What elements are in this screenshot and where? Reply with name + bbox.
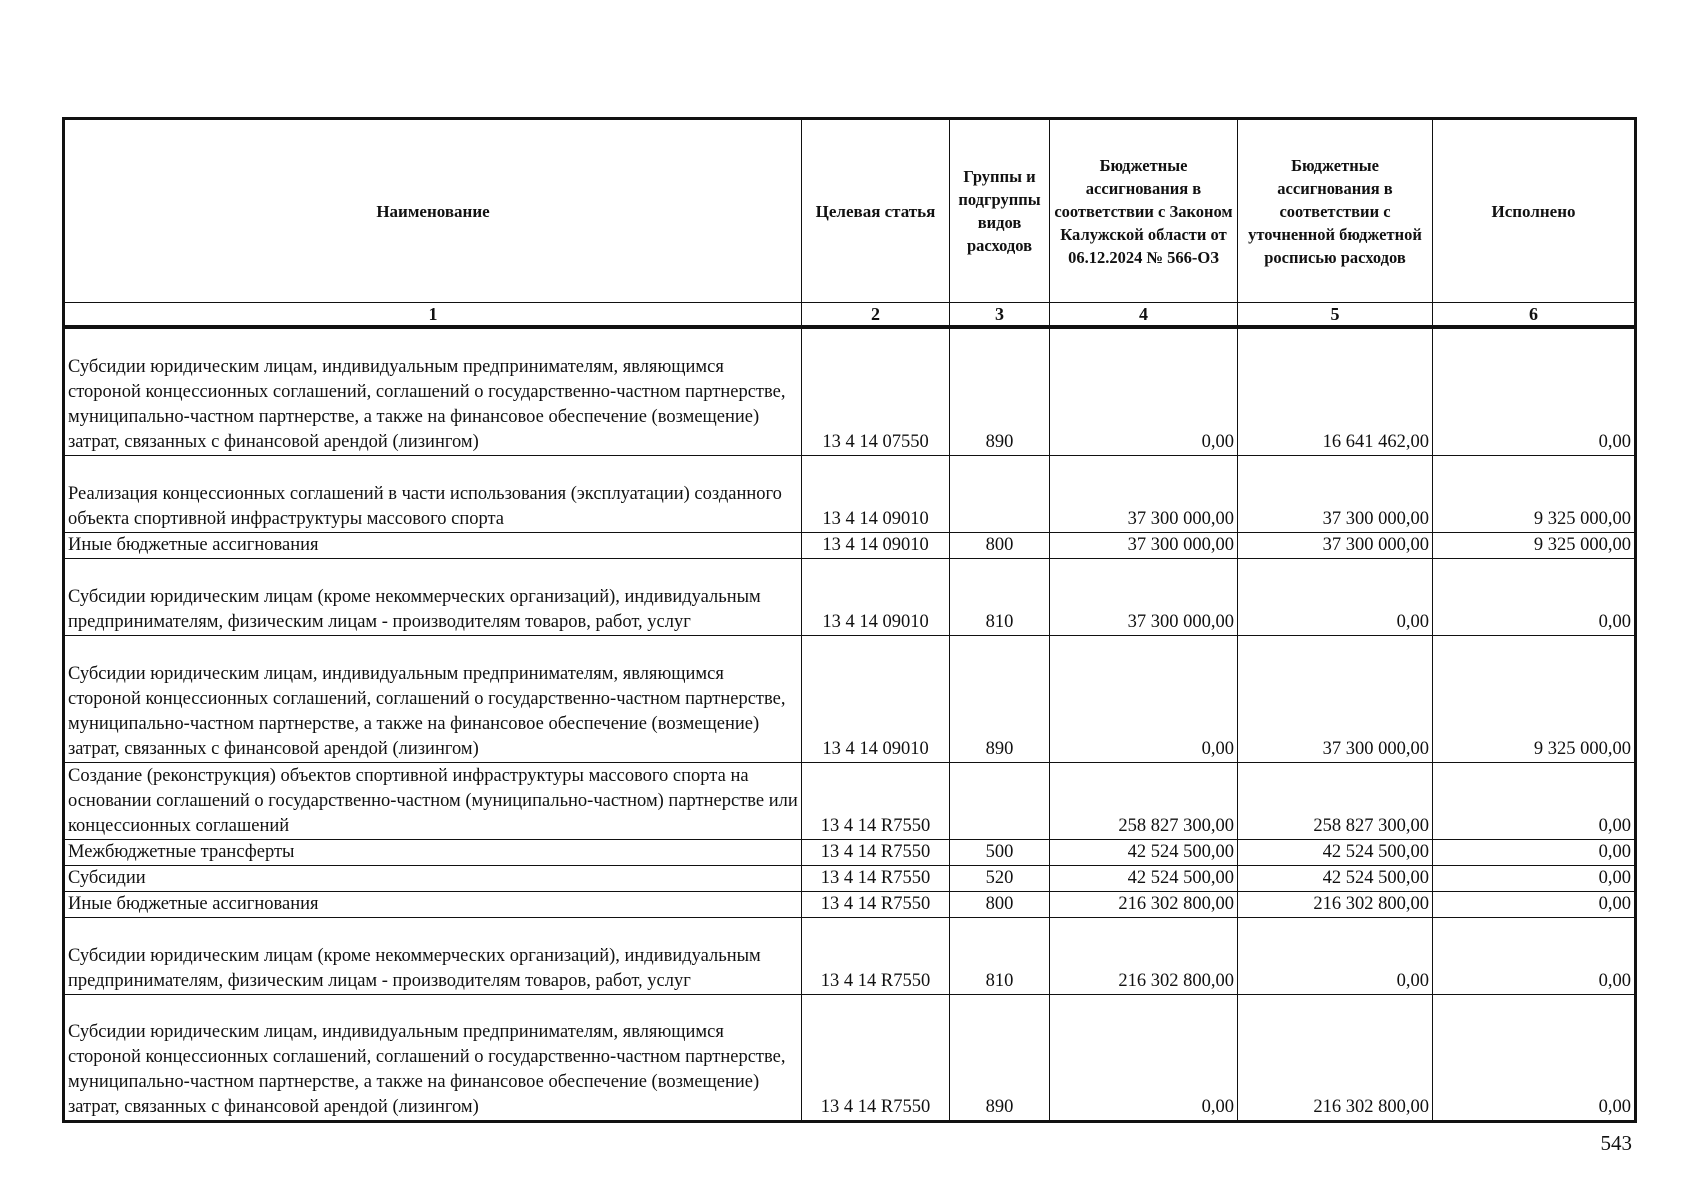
row-law-amount: 0,00	[1050, 327, 1238, 455]
row-name: Иные бюджетные ассигнования	[64, 532, 802, 558]
row-law-amount: 216 302 800,00	[1050, 917, 1238, 994]
row-refined-amount: 37 300 000,00	[1238, 635, 1433, 762]
row-target-article: 13 4 14 R7550	[802, 839, 950, 865]
row-target-article: 13 4 14 R7550	[802, 891, 950, 917]
row-expense-group	[950, 762, 1050, 839]
row-executed-amount: 0,00	[1433, 762, 1636, 839]
row-name: Субсидии юридическим лицам, индивидуальным предпринимателям, являющимся стороной концессионных соглашений, соглашений о государственно-частном партнерстве, муниципально-частном партнерстве, а также на финансовое обеспечение (возмещение) затрат, связанных с финансовой арендой (лизингом)	[64, 994, 802, 1121]
row-name: Субсидии юридическим лицам (кроме некоммерческих организаций), индивидуальным предпринимателям, физическим лицам - производителям товаров, работ, услуг	[64, 558, 802, 635]
budget-table-container	[62, 117, 1637, 1123]
row-expense-group: 810	[950, 917, 1050, 994]
row-expense-group	[950, 455, 1050, 532]
row-expense-group: 800	[950, 532, 1050, 558]
row-executed-amount: 9 325 000,00	[1433, 635, 1636, 762]
row-refined-amount: 0,00	[1238, 917, 1433, 994]
header-target-article: Целевая статья	[802, 119, 950, 303]
row-law-amount: 216 302 800,00	[1050, 891, 1238, 917]
row-name: Межбюджетные трансферты	[64, 839, 802, 865]
row-executed-amount: 0,00	[1433, 839, 1636, 865]
row-name: Субсидии юридическим лицам, индивидуальным предпринимателям, являющимся стороной концессионных соглашений, соглашений о государственно-частном партнерстве, муниципально-частном партнерстве, а также на финансовое обеспечение (возмещение) затрат, связанных с финансовой арендой (лизингом)	[64, 327, 802, 455]
row-target-article: 13 4 14 R7550	[802, 762, 950, 839]
row-name: Создание (реконструкция) объектов спортивной инфраструктуры массового спорта на основании соглашений о государственно-частном (муниципально-частном) партнерстве или концессионных соглашений	[64, 762, 802, 839]
row-refined-amount: 37 300 000,00	[1238, 532, 1433, 558]
row-target-article: 13 4 14 09010	[802, 635, 950, 762]
table-row	[64, 994, 1636, 1121]
row-expense-group: 800	[950, 891, 1050, 917]
row-target-article: 13 4 14 09010	[802, 532, 950, 558]
row-refined-amount: 16 641 462,00	[1238, 327, 1433, 455]
column-number-row	[64, 303, 1636, 328]
header-name: Наименование	[64, 119, 802, 303]
row-executed-amount: 0,00	[1433, 917, 1636, 994]
row-law-amount: 42 524 500,00	[1050, 865, 1238, 891]
table-row	[64, 327, 1636, 455]
header-executed: Исполнено	[1433, 119, 1636, 303]
row-target-article: 13 4 14 R7550	[802, 917, 950, 994]
row-expense-group: 500	[950, 839, 1050, 865]
row-executed-amount: 0,00	[1433, 558, 1636, 635]
row-target-article: 13 4 14 07550	[802, 327, 950, 455]
table-row	[64, 762, 1636, 839]
row-law-amount: 37 300 000,00	[1050, 532, 1238, 558]
row-refined-amount: 42 524 500,00	[1238, 839, 1433, 865]
row-refined-amount: 216 302 800,00	[1238, 891, 1433, 917]
row-expense-group: 890	[950, 327, 1050, 455]
table-row	[64, 455, 1636, 532]
budget-execution-table	[62, 117, 1637, 1123]
table-row	[64, 558, 1636, 635]
row-expense-group: 520	[950, 865, 1050, 891]
column-number: 2	[802, 303, 950, 328]
row-refined-amount: 0,00	[1238, 558, 1433, 635]
column-number: 3	[950, 303, 1050, 328]
row-expense-group: 890	[950, 635, 1050, 762]
table-row	[64, 891, 1636, 917]
row-name: Реализация концессионных соглашений в части использования (эксплуатации) созданного объекта спортивной инфраструктуры массового спорта	[64, 455, 802, 532]
header-law-allocations: Бюджетные ассигнования в соответствии с Законом Калужской области от 06.12.2024 № 566-ОЗ	[1050, 119, 1238, 303]
row-law-amount: 37 300 000,00	[1050, 558, 1238, 635]
header-refined-allocations: Бюджетные ассигнования в соответствии с уточненной бюджетной росписью расходов	[1238, 119, 1433, 303]
row-target-article: 13 4 14 09010	[802, 558, 950, 635]
row-refined-amount: 216 302 800,00	[1238, 994, 1433, 1121]
row-executed-amount: 0,00	[1433, 865, 1636, 891]
row-law-amount: 37 300 000,00	[1050, 455, 1238, 532]
table-header-row	[64, 119, 1636, 303]
row-law-amount: 0,00	[1050, 994, 1238, 1121]
column-number: 5	[1238, 303, 1433, 328]
row-expense-group: 890	[950, 994, 1050, 1121]
row-name: Субсидии юридическим лицам, индивидуальным предпринимателям, являющимся стороной концессионных соглашений, соглашений о государственно-частном партнерстве, муниципально-частном партнерстве, а также на финансовое обеспечение (возмещение) затрат, связанных с финансовой арендой (лизингом)	[64, 635, 802, 762]
row-executed-amount: 9 325 000,00	[1433, 455, 1636, 532]
page-number: 543	[1600, 1131, 1632, 1155]
row-expense-group: 810	[950, 558, 1050, 635]
column-number: 4	[1050, 303, 1238, 328]
column-number: 1	[64, 303, 802, 328]
row-target-article: 13 4 14 R7550	[802, 994, 950, 1121]
row-executed-amount: 0,00	[1433, 891, 1636, 917]
row-law-amount: 258 827 300,00	[1050, 762, 1238, 839]
row-refined-amount: 42 524 500,00	[1238, 865, 1433, 891]
row-law-amount: 42 524 500,00	[1050, 839, 1238, 865]
row-name: Субсидии	[64, 865, 802, 891]
row-refined-amount: 258 827 300,00	[1238, 762, 1433, 839]
row-name: Субсидии юридическим лицам (кроме некоммерческих организаций), индивидуальным предпринимателям, физическим лицам - производителям товаров, работ, услуг	[64, 917, 802, 994]
column-number: 6	[1433, 303, 1636, 328]
table-row	[64, 635, 1636, 762]
row-executed-amount: 0,00	[1433, 994, 1636, 1121]
table-row	[64, 839, 1636, 865]
row-executed-amount: 9 325 000,00	[1433, 532, 1636, 558]
row-target-article: 13 4 14 R7550	[802, 865, 950, 891]
row-refined-amount: 37 300 000,00	[1238, 455, 1433, 532]
row-target-article: 13 4 14 09010	[802, 455, 950, 532]
row-name: Иные бюджетные ассигнования	[64, 891, 802, 917]
table-row	[64, 865, 1636, 891]
header-expense-groups: Группы и подгруппы видов расходов	[950, 119, 1050, 303]
row-executed-amount: 0,00	[1433, 327, 1636, 455]
table-row	[64, 532, 1636, 558]
row-law-amount: 0,00	[1050, 635, 1238, 762]
table-row	[64, 917, 1636, 994]
